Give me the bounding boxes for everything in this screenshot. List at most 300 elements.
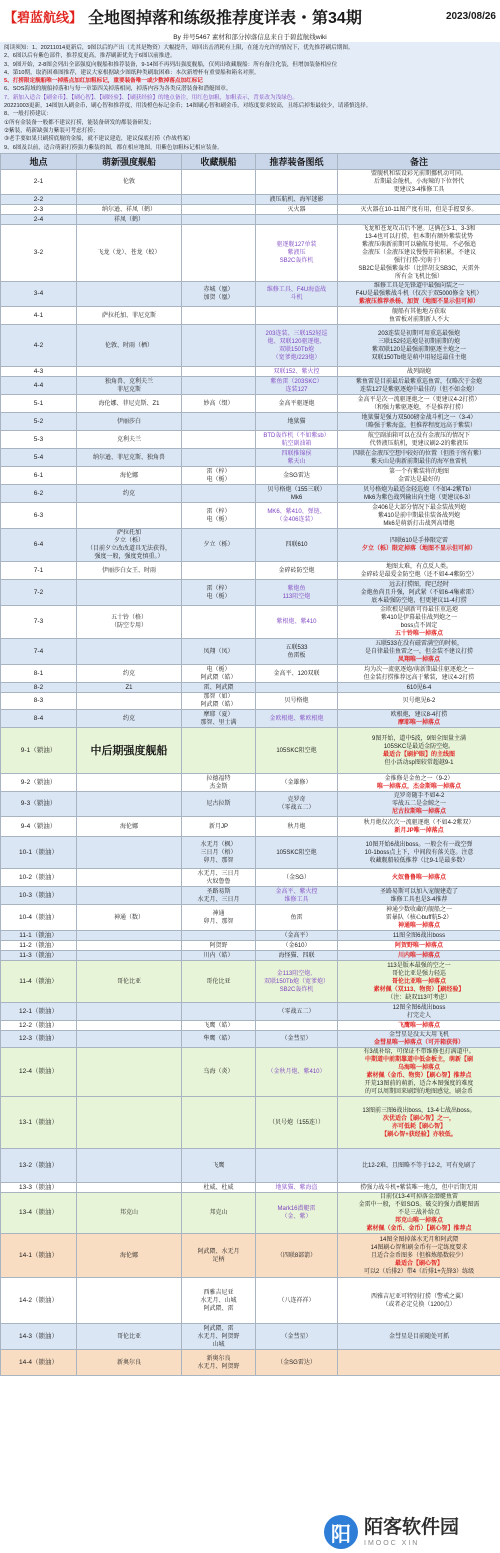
remark-cell — [338, 639, 500, 665]
equip-cell: （贝号炮（155连）） — [256, 1097, 338, 1149]
collect-cell: 尼古拉斯 — [182, 792, 256, 817]
remark-line: 摩耶唯一掉落点 — [397, 719, 440, 726]
ships-cell — [77, 792, 182, 817]
remark-line: 航空副油箱可以在没有金液压的情况下 — [367, 432, 470, 439]
map-cell: 6-1 — [1, 467, 77, 485]
equip-cell: 203连装、三联152轻巡 炮、双联120驱逐炮、 双联150Tb炮 （宽爹炮/223炮） — [256, 325, 338, 367]
remark-line: 更建议3-4推修工具 — [393, 187, 445, 193]
collect-cell — [182, 205, 256, 215]
map-cell: 12-4（锁油） — [1, 1048, 77, 1097]
table-body — [1, 170, 500, 1376]
map-cell: 12-2（锁油） — [1, 1021, 77, 1031]
map-cell: 5-2 — [1, 413, 77, 431]
remark-cell — [338, 792, 500, 817]
ships-cell — [77, 367, 182, 377]
collect-cell: 邦克山 — [182, 1193, 256, 1234]
ships-cell: 萨拉托加、菲尼克斯 — [77, 307, 182, 325]
table-row — [1, 665, 500, 683]
collect-cell: 夕立（栎） — [182, 529, 256, 562]
table-row — [1, 449, 500, 467]
table-row — [1, 1097, 500, 1149]
note-line: 3、9图开始，2-8图会列出全部强度向舰船和推荐装备，9-14图不再列出强度舰船，仅列出收藏舰船：所有备注化装，但增加装备相应位 — [4, 61, 338, 68]
ships-cell: 约克 — [77, 485, 182, 503]
map-cell: 10-3（锁油） — [1, 887, 77, 905]
remark-line: 贝号炮见6-2 — [402, 698, 436, 704]
note-line: 7、新加入适合【刷金币】、【刷心智】、【刷经验】、【刷获经验】的地点备注，用红色加粗，加粗表示，背景改为浅绿色。 — [4, 94, 298, 101]
remark-line: 金碎砖是最爱金防空炮（还不如4-4紫防空） — [360, 571, 478, 578]
remark-line: 邦克山唯一掉落点 — [394, 1218, 443, 1224]
ships-cell: 飞龙（龙）、苍龙（蛟） — [77, 225, 182, 282]
remark-line: 金液压（金液压建议慢慢开箱积累，不建议 — [361, 250, 476, 256]
collect-cell — [182, 325, 256, 367]
title-bar — [0, 0, 500, 32]
equip-cell: 紫根炮、紫410 — [256, 606, 338, 639]
page-title: 全地图掉落和练级推荐度详表・第34期 — [88, 9, 362, 27]
remark-cell — [338, 728, 500, 774]
remark-line: 灭火器在10-11图产度有用，但是手握要多。 — [360, 206, 478, 213]
table-row — [1, 413, 500, 431]
remark-line: 【刷心智+获经验】亦较低。 — [381, 1131, 457, 1138]
site-name: 陌客软件园 — [364, 1516, 460, 1538]
table-row — [1, 1003, 500, 1021]
remark-line: 13图前三图6战出boss，13-4七战出boss。 — [362, 1107, 476, 1114]
collect-cell: 电（栀） 阿武隈（皓） — [182, 665, 256, 683]
equip-cell — [256, 1149, 338, 1183]
remark-cell — [338, 1048, 500, 1097]
remark-cell — [338, 377, 500, 395]
remark-line: 紫天山是萌新前期最佳的海军鱼雷机 — [370, 458, 467, 465]
collect-cell — [182, 562, 256, 580]
remark-cell — [338, 580, 500, 606]
ships-cell — [77, 282, 182, 307]
game-tag: 【碧蓝航线】 — [4, 9, 83, 25]
table-row — [1, 931, 500, 941]
collect-cell — [182, 449, 256, 467]
equip-cell: 金113阻空炮、 双联150Tb炮（宽爹炮） SB2C轰炸机 — [256, 961, 338, 1003]
equip-cell — [256, 1021, 338, 1031]
remark-cell — [338, 1031, 500, 1048]
table-row — [1, 367, 500, 377]
remark-line: 均为次一流驱逐炮/萌新期最佳驱逐炮之一 — [364, 666, 474, 673]
remark-line: 中期道中前期靠道中低金板主，萌新【刷 — [364, 1057, 473, 1063]
remark-line: 圣路易斯可以加入宠舰建造了 — [379, 888, 458, 895]
map-cell: 8-3 — [1, 693, 77, 710]
ships-cell — [77, 1149, 182, 1183]
remark-line: 113是版本最强的空之一 — [387, 962, 451, 969]
table-header-row — [1, 154, 500, 170]
equip-cell: 紫鱼雷（203SKC） 连装127 — [256, 377, 338, 395]
map-cell: 11-4（锁油） — [1, 961, 77, 1003]
equip-cell: 地狱猫、紫海盗 — [256, 1183, 338, 1193]
remark-line: 雷暴队（核心buff航5-2） — [385, 914, 453, 921]
collect-cell — [182, 413, 256, 431]
table-row — [1, 377, 500, 395]
reading-notes — [0, 42, 500, 153]
remark-line: （和强力紫驱逐炮，不是推荐打捞） — [370, 404, 467, 411]
remark-line: 金高平是次一流驱逐炮之一（更建议4-2打捞） — [357, 396, 481, 403]
ships-cell: 伊丽莎白 — [77, 413, 182, 431]
remark-line: 但小活动sp图较常超越9-1 — [384, 759, 454, 766]
remark-cell — [338, 1149, 500, 1183]
remark-line: 紫液压萌新前期可以输航母使用。不必强追 — [361, 242, 476, 248]
table-row — [1, 503, 500, 529]
collect-cell: 乌海（炎） — [182, 1048, 256, 1097]
collect-cell: 西雅吉尼亚 水无月、山城 阿武隈、雷 — [182, 1278, 256, 1324]
collect-cell: 水无月（枫） 三日月（梧） 卯月、那智 — [182, 837, 256, 869]
map-cell: 6-3 — [1, 503, 77, 529]
remark-line: 紫410是前中期最佳装备战列炮 — [377, 512, 460, 519]
note-line: 6、SOS海域的舰船掉落和与每一章第四关掉落相同，掉落内容为各类反潜装备和潜艇图章。 — [4, 86, 232, 93]
remark-line: 地图太难，有点反人类。 — [385, 563, 452, 570]
remark-cell — [338, 431, 500, 449]
ships-cell: 纳尔逊、菲尼克斯、独角兽 — [77, 449, 182, 467]
table-row — [1, 1021, 500, 1031]
remark-line: 最适合【刷护眼】的主线图 — [382, 751, 455, 758]
map-cell: 12-3（锁油） — [1, 1031, 77, 1048]
equip-cell: （金秋月炮、紫410） — [256, 1048, 338, 1097]
ships-cell — [77, 1278, 182, 1324]
remark-line: 610见6-4 — [406, 684, 432, 691]
remark-line: （略强于紫海盗，但推荐程度远高于紫装） — [361, 422, 476, 429]
ships-cell: 新奥尔良 — [77, 1350, 182, 1376]
remark-cell — [338, 1278, 500, 1324]
ships-cell — [77, 503, 182, 529]
remark-line: 且适合金币图多（但推炼船数较少） — [370, 1252, 467, 1259]
remark-line: 所有金飞机比强） — [394, 274, 443, 280]
equip-cell: 金SG雷达 — [256, 467, 338, 485]
map-cell: 10-4（锁油） — [1, 905, 77, 931]
collect-cell — [182, 1003, 256, 1021]
remark-line: 欧根炮，建议8-4打捞 — [390, 711, 448, 718]
remark-line: 金欧根是刷新可得最佳重巡炮 — [379, 607, 458, 613]
table-row — [1, 1193, 500, 1234]
remark-line: Mk6为紫色战列输出向主炮（更建议6-3） — [363, 494, 474, 501]
ships-cell: Z1 — [77, 683, 182, 693]
remark-line: 第一个有紫装将的地图 — [388, 468, 449, 475]
remark-line: 12图全图6战出boss — [392, 1004, 446, 1011]
remark-cell — [338, 205, 500, 215]
ships-cell — [77, 195, 182, 205]
ships-cell: 海伦娜 — [77, 817, 182, 837]
site-sub: IMOOC XIN — [364, 1539, 420, 1547]
table-row — [1, 170, 500, 195]
equip-cell: 紫炮鱼 113阻空炮 — [256, 580, 338, 606]
remark-cell — [338, 817, 500, 837]
table-row — [1, 225, 500, 282]
remark-cell — [338, 325, 500, 367]
remark-line: 四联在金液压空想中较好的位置（但胜于所有紫） — [352, 450, 485, 457]
equip-cell: 贝号格炮 — [256, 693, 338, 710]
remark-line: 金彗星唯一掉落点（可开箱获得） — [373, 1040, 464, 1046]
remark-line: 打完走人 — [406, 1012, 431, 1019]
remark-line: 紫液压推荐杀杨、加贺（地图不显示但可掉） — [358, 299, 479, 305]
equip-cell: （金高平） — [256, 931, 338, 941]
date-label: 2023/08/26 — [445, 10, 496, 22]
table-row — [1, 1234, 500, 1278]
map-cell: 9-4（锁油） — [1, 817, 77, 837]
remark-line: 紫双联120是最强前期驱逐主炮之一 — [371, 346, 466, 353]
remark-line: 9图开始，道中5波，9图全图量主满 — [371, 735, 466, 742]
ships-cell — [77, 693, 182, 710]
equip-cell: 鱼雷 — [256, 905, 338, 931]
collect-cell — [182, 225, 256, 282]
remark-line: 14图全图掉落水无月和阿武隈 — [379, 1236, 459, 1243]
collect-cell: 川内（皓） — [182, 951, 256, 961]
remark-line: 金炮鱼尚且升强，阿武紧（不如6-4集素雷） — [360, 589, 478, 596]
collect-cell: 雷（梓） 电（栀） — [182, 580, 256, 606]
equip-cell: 金碎砖防空炮 — [256, 562, 338, 580]
remark-line: 维修工具是先锋道中最强向装之一 — [373, 283, 464, 289]
table-row — [1, 1324, 500, 1350]
remark-cell — [338, 195, 500, 205]
collect-cell: 那智（如） 阿武隈（皓） — [182, 693, 256, 710]
remark-line: 金推修是金鱼之一（9-2） — [384, 775, 454, 782]
remark-cell — [338, 503, 500, 529]
remark-cell — [338, 665, 500, 683]
equip-cell: 105SKC阻空炮 — [256, 837, 338, 869]
note-line: ①所有金装备一般都不建议打捞，能装备研发的都装备研发； — [4, 119, 155, 126]
collect-cell — [182, 728, 256, 774]
remark-line: 地狱猫是强力双500磅金战斗机之一（3-4） — [361, 414, 477, 421]
ships-cell: 海伦娜、菲尼克斯、Z1 — [77, 395, 182, 413]
ships-cell: 伦敦、时雨（栖） — [77, 325, 182, 367]
remark-line: 后期最金舱机，小海辣的下位替代 — [373, 179, 464, 185]
map-cell: 11-2（锁油） — [1, 941, 77, 951]
map-cell: 7-3 — [1, 606, 77, 639]
map-cell: 10-1（锁油） — [1, 837, 77, 869]
map-cell: 5-1 — [1, 395, 77, 413]
ships-cell: 独角兽、克利夫兰 菲尼克斯 — [77, 377, 182, 395]
collect-cell: 摩耶（夏） 那智、里士满 — [182, 710, 256, 728]
collect-cell — [182, 307, 256, 325]
table-row — [1, 1048, 500, 1097]
remark-line: 神通唯一掉落点 — [397, 922, 440, 929]
remark-cell — [338, 1193, 500, 1234]
map-cell: 14-3（锁油） — [1, 1324, 77, 1350]
equip-cell: 金高平、120双联 — [256, 665, 338, 683]
remark-line: （注：缺双113可考虑） — [387, 994, 451, 1001]
collect-cell: 阿武隈、水无月 足柄 — [182, 1234, 256, 1278]
note-line: 9、6图及以前，适合萌新打捞强力紫装的图，都在相应地图，用紫色加粗标记相应装备。 — [4, 144, 223, 151]
note-line: 8、一般打捞建议： — [4, 111, 52, 118]
table-row — [1, 792, 500, 817]
remark-line: 金雷中一般，不如SOS。破交的强力潜艇图需 — [358, 1202, 480, 1208]
col-header-map: 地点 — [1, 154, 77, 170]
table-row — [1, 774, 500, 792]
ships-cell: 克利夫兰 — [77, 431, 182, 449]
equip-cell — [256, 683, 338, 693]
map-cell: 9-2（锁油） — [1, 774, 77, 792]
collect-cell: 妙高（缀） — [182, 395, 256, 413]
ships-cell: 哥伦比亚 — [77, 1324, 182, 1350]
map-cell: 10-2（锁油） — [1, 869, 77, 887]
equip-cell: 105SKC阻空炮 — [256, 728, 338, 774]
equip-cell: 灭火器 — [256, 205, 338, 215]
remark-line: 阿贺野唯一掉落点 — [394, 942, 443, 949]
remark-cell — [338, 215, 500, 225]
collect-cell: 新奥尔良 水无月、阿贺野 — [182, 1350, 256, 1376]
table-row — [1, 905, 500, 931]
remark-line: 乌海唯一掉落点 — [397, 1065, 440, 1071]
map-cell: 5-4 — [1, 449, 77, 467]
note-line: 5、打捞限定舰船唯一掉落点加红加粗标记，重要装备唯一或少数掉落点加红标记 — [4, 78, 203, 85]
collect-cell — [182, 485, 256, 503]
remark-line: 飞鹰唯一掉落点 — [397, 1022, 440, 1029]
equip-cell: 克罗奇 （零战五二） — [256, 792, 338, 817]
map-cell: 4-2 — [1, 325, 77, 367]
collect-cell: 哥伦比亚 — [182, 961, 256, 1003]
ships-cell — [77, 639, 182, 665]
ships-cell — [77, 837, 182, 869]
equip-cell: Mark16潜艇雷 （金、紫） — [256, 1193, 338, 1234]
remark-line: 素材佩（金币、金币）【刷心智】推荐点 — [366, 1226, 472, 1232]
remark-cell — [338, 1350, 500, 1376]
ships-cell: 约克 — [77, 665, 182, 683]
remark-line: 尼古拉斯唯一掉落点 — [391, 809, 446, 815]
map-cell: 6-2 — [1, 485, 77, 503]
map-cell: 4-4 — [1, 377, 77, 395]
remark-line: 不是三战补给点 — [397, 1210, 440, 1216]
remark-line: 盟舰机和装设彩光前期挪机动可同。 — [370, 171, 467, 177]
remark-line: 捞强力战斗机+紫装唯一地点，但中后期无用 — [360, 1184, 478, 1191]
note-line: 20221003更新，14图加入刷金币，刷心智和推荐度，用浅橙色标记金币；14图刷心智和刷金币，对练度要求较高，且练后掉集最较少，请谨慎选择。 — [4, 103, 372, 110]
collect-cell: 赤城（凰） 加贺（凰） — [182, 282, 256, 307]
collect-cell — [182, 367, 256, 377]
remark-line: 10-1boss点上下，中间段有落关连。注意 — [364, 849, 474, 856]
map-cell: 2-1 — [1, 170, 77, 195]
remark-cell — [338, 1183, 500, 1193]
remark-line: 四联610是手捧限定雷 — [389, 538, 448, 544]
remark-line: 零战五二是金鲸之一 — [391, 801, 446, 807]
equip-cell: （金彗星） — [256, 1324, 338, 1350]
remark-line: boss点不固定 — [400, 623, 438, 629]
remark-cell — [338, 413, 500, 431]
table-row — [1, 431, 500, 449]
remark-line: 底本最强防空炮，但更建议11-4打捞 — [371, 597, 467, 604]
equip-cell: （四联8部箭） — [256, 1234, 338, 1278]
remark-line: 维修工具也是3-4推荐 — [390, 896, 448, 903]
remark-line: 哥伦比亚是强力轻巡 — [391, 970, 446, 977]
ships-cell: 约克 — [77, 710, 182, 728]
remark-line: SB2C是最强紫轰炸（比胖胡支SB3C，天雷外 — [358, 266, 480, 272]
map-cell: 8-1 — [1, 665, 77, 683]
remark-line: 105SKC是最适金防空炮。 — [383, 743, 455, 750]
remark-line: 次优适合【刷心智】之一， — [382, 1115, 455, 1122]
map-cell: 2-2 — [1, 195, 77, 205]
ships-cell — [77, 1097, 182, 1149]
ships-cell: 伊丽莎白女王、时雨 — [77, 562, 182, 580]
table-row — [1, 325, 500, 367]
author-line: By 井号5467 素材和部分掉落信息来自于碧蓝航线wiki — [173, 34, 327, 41]
remark-line: 连装127是紫驱逐炮中最佳的（但不如金炮） — [359, 386, 478, 393]
remark-line: 11图全图6战出boss — [392, 932, 446, 939]
table-row — [1, 817, 500, 837]
map-cell: 14-4（锁油） — [1, 1350, 77, 1376]
collect-cell: 飞鹰 — [182, 1149, 256, 1183]
remark-line: 203连装是初期可用重巡最强炮 — [377, 330, 460, 337]
map-cell: 14-2（锁油） — [1, 1278, 77, 1324]
equip-cell: 五联533 鱼雷板 — [256, 639, 338, 665]
equip-cell: 双联152、紫火控 — [256, 367, 338, 377]
collect-cell — [182, 431, 256, 449]
ships-cell: 海伦娜 — [77, 467, 182, 485]
ships-cell — [77, 1003, 182, 1021]
remark-line: 但金装打捞推荐远高于紫装，建议4-2打捞 — [363, 674, 475, 681]
collect-cell: 水无月、三日月 火奴鲁鲁 — [182, 869, 256, 887]
table-row — [1, 580, 500, 606]
ships-cell: 纳尔逊、祥凤（鹤） — [77, 205, 182, 215]
remark-cell — [338, 1003, 500, 1021]
ships-cell — [77, 941, 182, 951]
remark-line: 金彗星是没太大用飞机 — [388, 1032, 449, 1038]
ships-cell: 中后期强度舰船 — [77, 728, 182, 774]
note-line: 阅读须知：1、20211014更新后，9图以后的产出（尤其是物资）大幅提升，周回出击消耗有上限，在能力允许的情况下，优先推荐刷后期图。 — [4, 45, 354, 51]
equip-cell: 金高平驱逐炮 — [256, 395, 338, 413]
ships-cell: 萨拉托加 夕立（栎） （目前夕立改改道具无法获得， 强度一般，强度党慎重。） — [77, 529, 182, 562]
remark-cell — [338, 905, 500, 931]
remark-cell — [338, 485, 500, 503]
map-cell: 2-4 — [1, 215, 77, 225]
remark-line: 鱼雷板对前期新人不大 — [388, 316, 449, 323]
table-row — [1, 728, 500, 774]
map-cell: 5-3 — [1, 431, 77, 449]
remark-line: 西雅吉尼亚可特别打捞（警戒之翼） — [370, 1293, 467, 1300]
remark-line: 素材佩（金币、物资）【刷心智】推荐点 — [366, 1073, 472, 1079]
remark-cell — [338, 529, 500, 562]
map-cell: 4-1 — [1, 307, 77, 325]
remark-line: （或者必定兑换（1200点） — [382, 1301, 456, 1308]
collect-cell — [182, 931, 256, 941]
collect-cell — [182, 606, 256, 639]
note-line: ③老手要如果只刷捞底舰的金船，就不建议建造，建议保底打捞（作战档案） — [4, 136, 194, 143]
remark-line: 火奴鲁鲁唯一掉落点 — [391, 874, 446, 881]
table-row — [1, 1350, 500, 1376]
col-header-equip: 推荐装备图纸 — [256, 154, 338, 170]
remark-cell — [338, 931, 500, 941]
table-row — [1, 837, 500, 869]
equip-cell: 地狱猫 — [256, 413, 338, 431]
equip-cell: （八连祥祥） — [256, 1278, 338, 1324]
collect-cell: 杜威、杜威 — [182, 1183, 256, 1193]
collect-cell: 拉德福特 杰金斯 — [182, 774, 256, 792]
collect-cell: 雷（梓） 电（栀） — [182, 503, 256, 529]
col-header-collect: 收藏舰船 — [182, 154, 256, 170]
remark-line: 有3战补给，可保证不带维修也打满道中。 — [363, 1049, 475, 1055]
remark-line: 收藏舰船较低推荐（比9-1是最多数） — [369, 857, 469, 864]
ships-cell — [77, 1021, 182, 1031]
table-row — [1, 205, 500, 215]
map-cell: 14-1（锁油） — [1, 1234, 77, 1278]
remark-line: 紫410是伊幕最佳战列炮之一 — [380, 615, 457, 621]
collect-cell: 雷、阿武隈 — [182, 683, 256, 693]
remark-line: 代替液压航机，更建议刷2-2的紫液压 — [369, 440, 469, 447]
equip-cell — [256, 170, 338, 195]
ships-cell — [77, 1031, 182, 1048]
equip-cell: 维修工具、F4U海盗战 斗机 — [256, 282, 338, 307]
remark-cell — [338, 225, 500, 282]
map-cell: 7-2 — [1, 580, 77, 606]
remark-line: 14图刷心智和刷金币有一定练度要求 — [370, 1244, 468, 1251]
remark-cell — [338, 1097, 500, 1149]
remark-line: 金406是大部分情况下最金装战列炮 — [371, 504, 466, 511]
remark-line: 远去打捞图，爬已经时 — [388, 581, 449, 588]
map-cell: 3-2 — [1, 225, 77, 282]
remark-line: 的可以周期回来刷到的地图感觉，刷金币 — [364, 1089, 473, 1095]
map-cell: 7-1 — [1, 562, 77, 580]
remark-line: 新月JP唯一掉落点 — [394, 827, 444, 834]
remark-line: 金彗星是目前随处可抓 — [388, 1333, 449, 1340]
map-cell: 13-3（锁油） — [1, 1183, 77, 1193]
